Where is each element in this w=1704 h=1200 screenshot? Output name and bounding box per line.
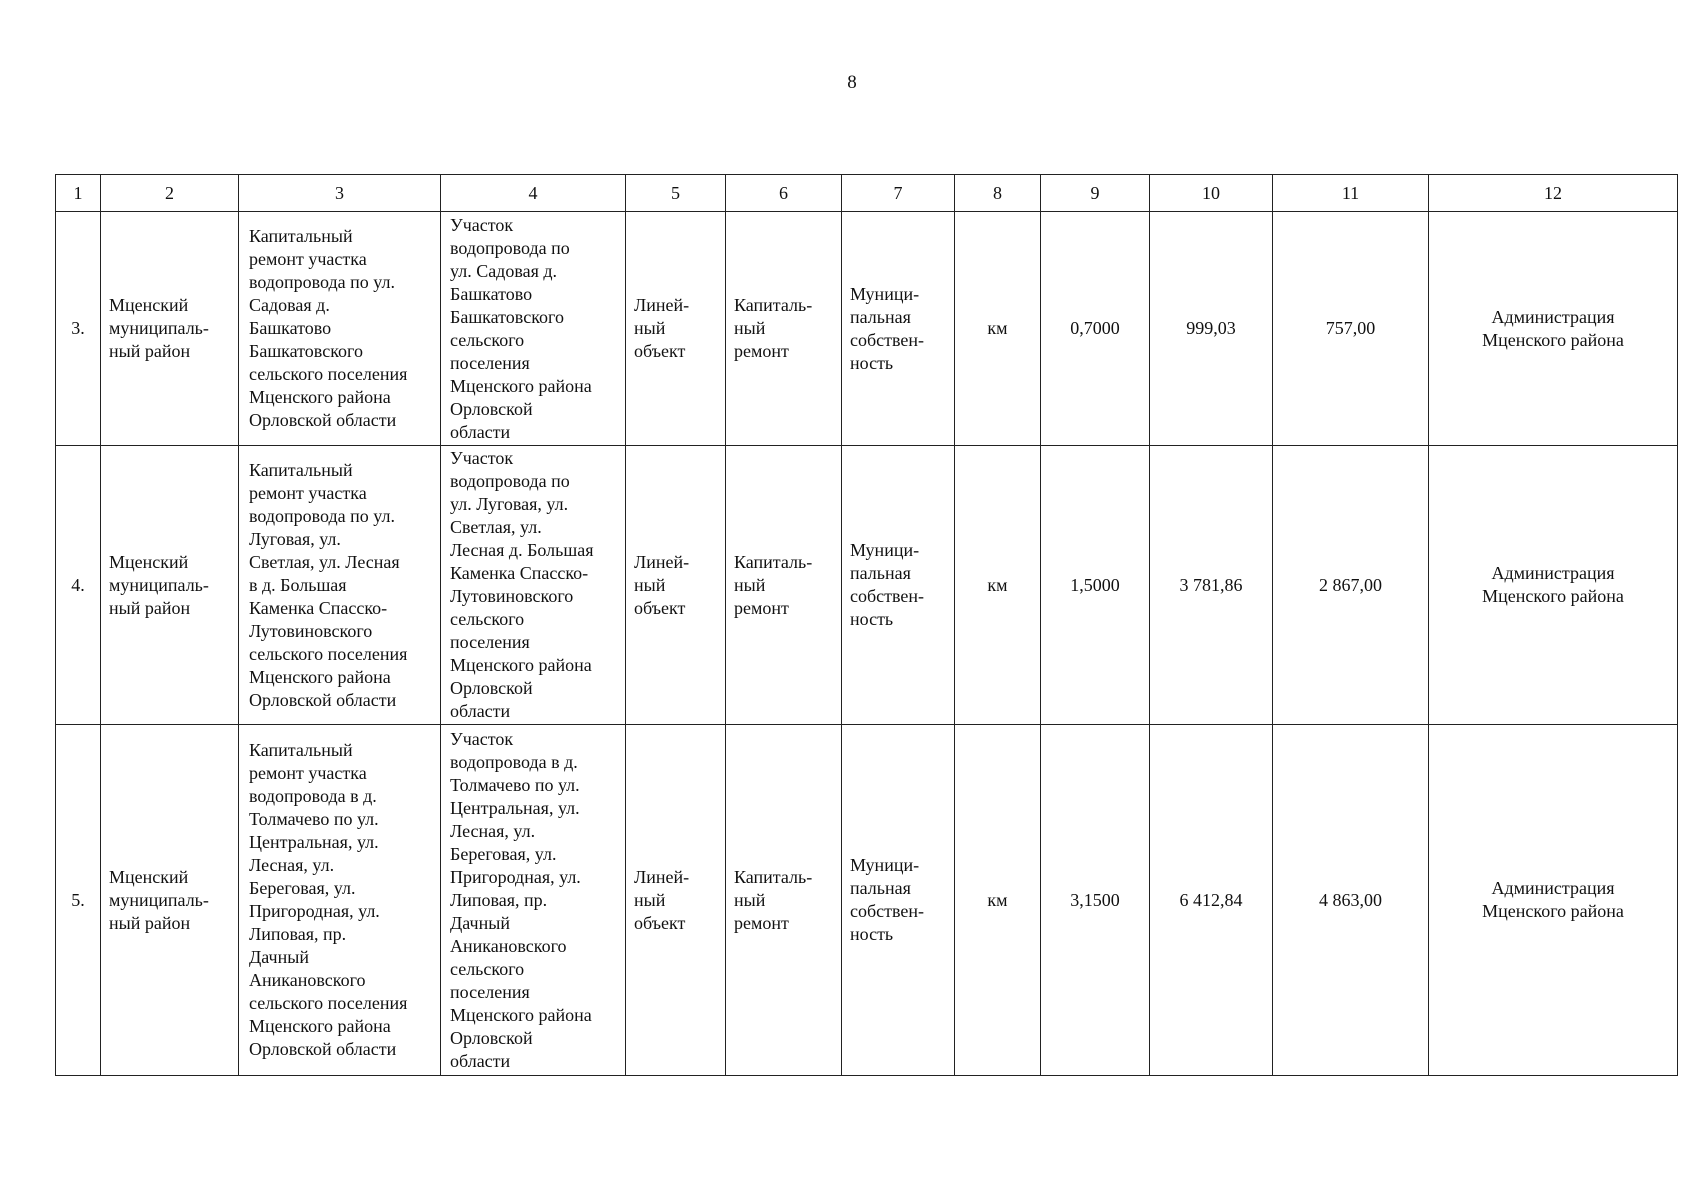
object-type-text: Линей- ный объект (634, 551, 690, 618)
ownership-cell (842, 212, 955, 446)
column-header: 12 (1429, 175, 1678, 212)
cost-budget-value: 757,00 (1325, 318, 1376, 338)
description-cell (239, 446, 441, 725)
column-header: 4 (441, 175, 626, 212)
length-cell (1041, 212, 1150, 446)
length-value: 0,7000 (1070, 318, 1120, 338)
unit-text: км (987, 574, 1008, 595)
row-number-cell (56, 212, 101, 446)
column-header: 9 (1041, 175, 1150, 212)
row-number-cell (56, 725, 101, 1076)
district-text: Мценский муниципаль- ный район (109, 295, 209, 361)
unit-text: км (987, 889, 1008, 910)
description-cell (239, 212, 441, 446)
object-type-cell (626, 446, 726, 725)
responsible-cell (1429, 212, 1678, 446)
table-row (56, 725, 1678, 1076)
responsible-text: Администрация Мценского района (1482, 878, 1624, 921)
row-number: 4. (71, 574, 85, 595)
cost-budget-value: 2 867,00 (1319, 574, 1382, 595)
responsible-text: Администрация Мценского района (1482, 306, 1624, 350)
column-header: 8 (955, 175, 1041, 212)
cost-total-value: 999,03 (1186, 318, 1236, 338)
table-row (56, 212, 1678, 446)
district-text: Мценский муниципаль- ный район (109, 866, 209, 933)
column-header: 3 (239, 175, 441, 212)
work-type-text: Капиталь- ный ремонт (734, 295, 813, 361)
unit-text: км (987, 318, 1008, 338)
unit-cell (955, 725, 1041, 1076)
work-type-text: Капиталь- ный ремонт (734, 866, 813, 933)
object-cell (441, 446, 626, 725)
ownership-text: Муници- пальная собствен- ность (850, 540, 925, 629)
column-header: 5 (626, 175, 726, 212)
responsible-cell (1429, 446, 1678, 725)
row-number: 3. (71, 318, 85, 338)
work-type-cell (726, 212, 842, 446)
cost-total-cell (1150, 212, 1273, 446)
cost-budget-value: 4 863,00 (1319, 889, 1382, 910)
length-cell (1041, 725, 1150, 1076)
unit-cell (955, 446, 1041, 725)
ownership-text: Муници- пальная собствен- ность (850, 283, 925, 373)
length-value: 1,5000 (1070, 574, 1120, 595)
column-header: 1 (56, 175, 101, 212)
table-row (56, 446, 1678, 725)
page-number: 8 (847, 72, 857, 93)
column-header: 6 (726, 175, 842, 212)
ownership-cell (842, 725, 955, 1076)
district-text: Мценский муниципаль- ный район (109, 551, 209, 618)
column-header: 11 (1273, 175, 1429, 212)
cost-total-value: 3 781,86 (1179, 574, 1243, 595)
object-text: Участок водопровода по ул. Садовая д. Башкатово Башкатовского сельского поселения Мценского района Орловской области (450, 214, 592, 442)
object-type-cell (626, 212, 726, 446)
object-cell (441, 725, 626, 1076)
unit-cell (955, 212, 1041, 446)
row-number: 5. (71, 889, 85, 910)
description-text: Капитальный ремонт участка водопровода по ул. Луговая, ул. Светлая, ул. Лесная в д. Большая Каменка Спасско- Лутовиновского сельского поселения Мценского района Орловской области (249, 459, 408, 710)
ownership-text: Муници- пальная собствен- ность (850, 855, 925, 944)
district-cell (101, 725, 239, 1076)
table-header-row (56, 175, 1678, 212)
district-cell (101, 446, 239, 725)
object-type-cell (626, 725, 726, 1076)
row-number-cell (56, 446, 101, 725)
description-text: Капитальный ремонт участка водопровода в д. Толмачево по ул. Центральная, ул. Лесная, ул. Береговая, ул. Пригородная, ул. Липовая, пр. Дачный Аникановского сельского поселения Мценского района Орловской области (249, 740, 408, 1059)
cost-total-cell (1150, 725, 1273, 1076)
cost-total-cell (1150, 446, 1273, 725)
work-type-cell (726, 446, 842, 725)
work-type-cell (726, 725, 842, 1076)
objects-table (55, 174, 1678, 1076)
description-text: Капитальный ремонт участка водопровода по ул. Садовая д. Башкатово Башкатовского сельского поселения Мценского района Орловской области (249, 226, 408, 430)
responsible-cell (1429, 725, 1678, 1076)
column-header: 10 (1150, 175, 1273, 212)
column-header: 7 (842, 175, 955, 212)
responsible-text: Администрация Мценского района (1482, 563, 1624, 606)
ownership-cell (842, 446, 955, 725)
object-text: Участок водопровода в д. Толмачево по ул. Центральная, ул. Лесная, ул. Береговая, ул. Пригородная, ул. Липовая, пр. Дачный Аникановского сельского поселения Мценского района Орловской области (450, 728, 592, 1071)
object-type-text: Линей- ный объект (634, 866, 690, 933)
work-type-text: Капиталь- ный ремонт (734, 551, 813, 618)
district-cell (101, 212, 239, 446)
cost-budget-cell (1273, 212, 1429, 446)
cost-total-value: 6 412,84 (1179, 889, 1243, 910)
length-cell (1041, 446, 1150, 725)
object-cell (441, 212, 626, 446)
description-cell (239, 725, 441, 1076)
cost-budget-cell (1273, 725, 1429, 1076)
object-text: Участок водопровода по ул. Луговая, ул. Светлая, ул. Лесная д. Большая Каменка Спасско- Лутовиновского сельского поселения Мценского района Орловской области (450, 448, 594, 721)
length-value: 3,1500 (1070, 889, 1120, 910)
column-header: 2 (101, 175, 239, 212)
cost-budget-cell (1273, 446, 1429, 725)
object-type-text: Линей- ный объект (634, 295, 690, 361)
